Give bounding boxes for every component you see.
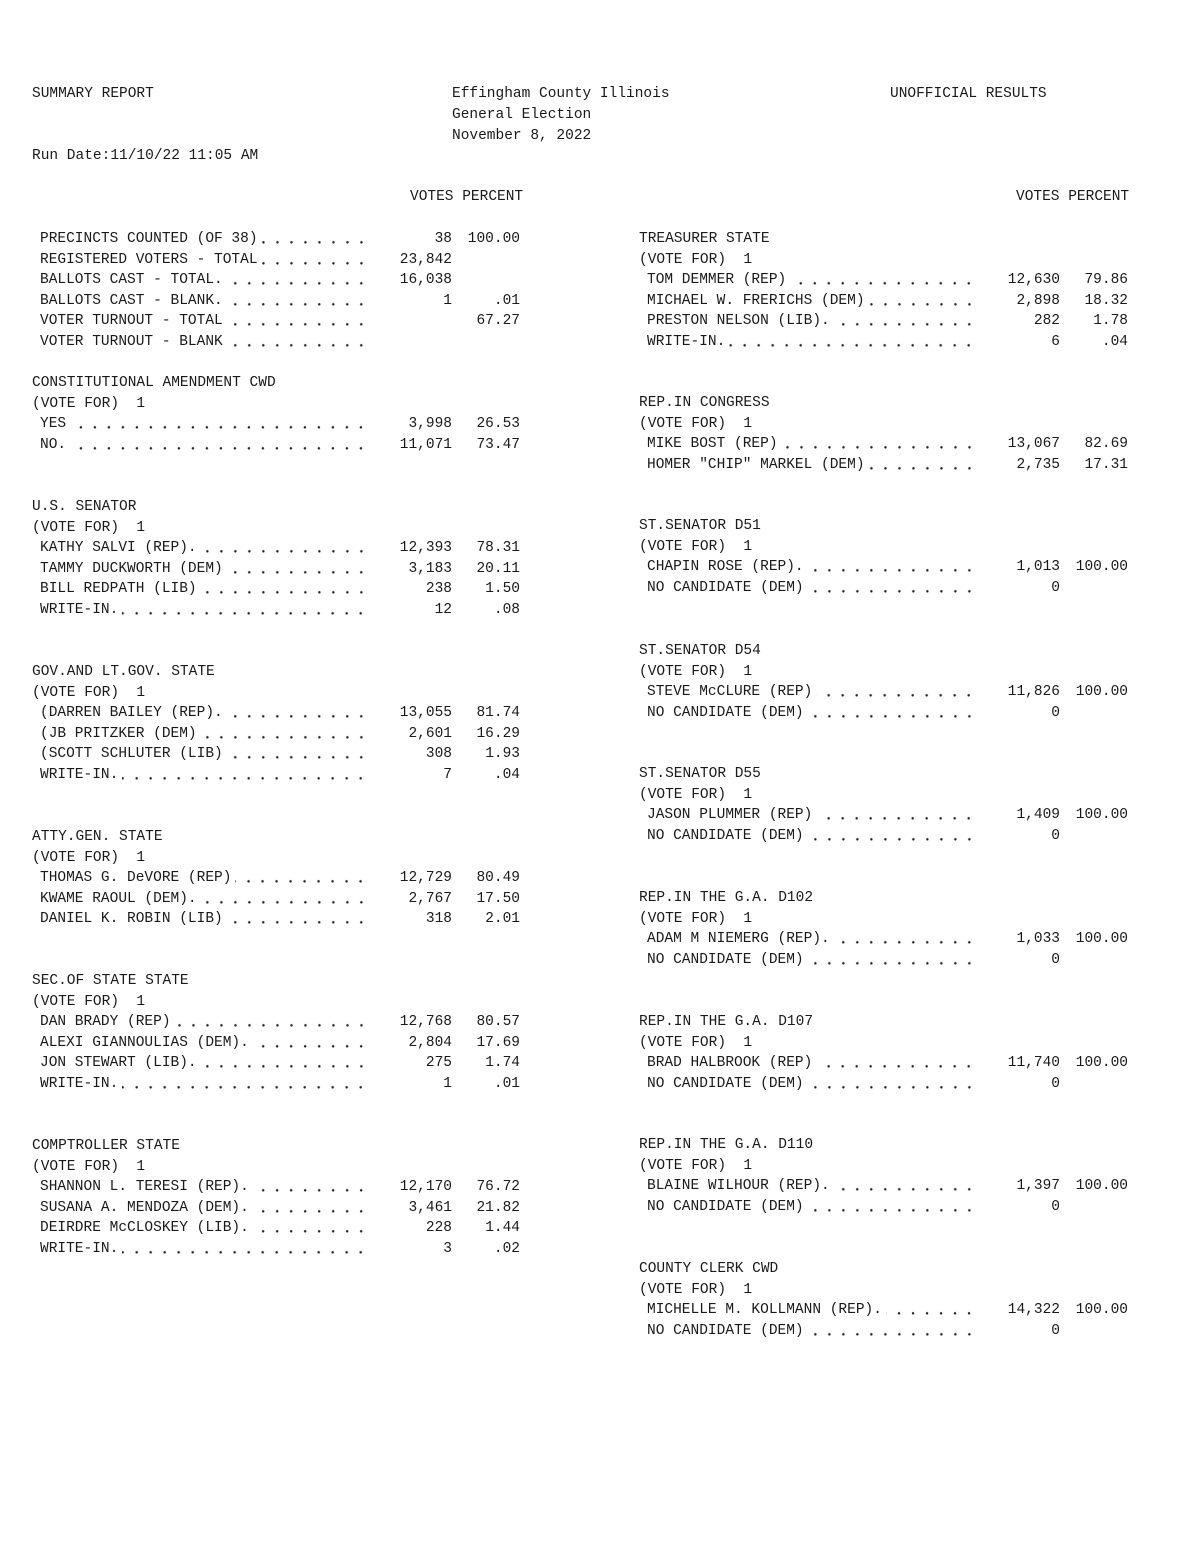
vote-count: 1 [443,292,452,309]
vote-count: 0 [1051,704,1060,721]
vote-percent: .04 [493,766,520,783]
dot-leader [227,311,368,332]
vote-percent: 100.00 [1075,684,1128,701]
race-section [639,888,1128,970]
result-row [647,1053,1128,1074]
vote-percent: 20.11 [476,560,520,577]
vote-count: 12,393 [399,540,452,557]
dot-leader [253,1198,368,1219]
race-title: U.S. SENATOR [32,499,137,515]
vote-percent: .01 [493,292,520,309]
dot-leader [253,1033,368,1054]
vote-percent: 100.00 [1075,807,1128,824]
result-row [647,1074,1128,1095]
vote-count: 282 [1033,313,1060,330]
vote-percent: 78.31 [476,540,520,557]
candidate-name: (SCOTT SCHLUTER (LIB) [40,746,223,763]
candidate-name: KATHY SALVI (REP). [40,540,197,557]
result-row [40,291,520,312]
race-title: ST.SENATOR D51 [639,518,761,534]
race-section [639,1259,1128,1341]
candidate-name: MICHELLE M. KOLLMANN (REP). [647,1302,882,1319]
candidate-name: ADAM M NIEMERG (REP). [647,931,830,948]
dot-leader [201,724,368,745]
result-row [40,600,520,621]
candidate-name: DAN BRADY (REP) [40,1014,171,1031]
result-row [40,1012,520,1033]
candidate-name: PRESTON NELSON (LIB). [647,313,830,330]
vote-for-label: (VOTE FOR) 1 [32,993,146,1010]
result-row [40,1198,520,1219]
vote-count: 14,322 [1007,1302,1060,1319]
column-headers-left: VOTES PERCENT [410,189,524,205]
candidate-name: NO CANDIDATE (DEM) [647,704,804,721]
vote-count: 2,601 [408,725,452,742]
candidate-name: WRITE-IN. [40,766,119,783]
vote-for-label: (VOTE FOR) 1 [639,538,753,555]
dot-leader [869,291,976,312]
candidate-name: JON STEWART (LIB). [40,1055,197,1072]
race-title: TREASURER STATE [639,231,770,247]
vote-count: 3,998 [408,416,452,433]
candidate-name: PRECINCTS COUNTED (OF 38) [40,231,258,247]
vote-count: 12 [434,601,452,618]
vote-count: 0 [1051,1198,1060,1215]
result-row [647,1197,1128,1218]
result-row [40,579,520,600]
candidate-name: HOMER "CHIP" MARKEL (DEM) [647,456,865,473]
race-title: COUNTY CLERK CWD [639,1261,779,1277]
report-type: SUMMARY REPORT [32,86,154,102]
vote-percent: 1.78 [1093,313,1128,330]
result-row [647,291,1128,312]
county-title: Effingham County Illinois [452,86,670,102]
race-section [32,662,520,786]
vote-percent: 21.82 [476,1199,520,1216]
race-section [639,1012,1128,1094]
vote-count: 16,038 [399,272,452,289]
race-title: ST.SENATOR D55 [639,766,761,782]
race-section [32,1136,520,1260]
candidate-name: (DARREN BAILEY (REP). [40,705,223,722]
candidate-name: NO CANDIDATE (DEM) [647,951,804,968]
candidate-name: NO. [40,436,67,453]
dot-leader [122,1074,368,1095]
result-row [40,724,520,745]
vote-percent: .01 [493,1075,520,1092]
candidate-name: REGISTERED VOTERS - TOTAL [40,251,258,268]
dot-leader [175,1012,368,1033]
result-row [40,311,520,332]
race-title: SEC.OF STATE STATE [32,973,189,989]
dot-leader [227,291,368,312]
dot-leader [227,332,368,353]
candidate-name: MIKE BOST (REP) [647,436,778,453]
vote-for-label: (VOTE FOR) 1 [32,519,146,536]
result-row [40,1053,520,1074]
dot-leader [201,889,368,910]
vote-count: 275 [425,1055,452,1072]
result-row [647,826,1128,847]
dot-leader [808,703,976,724]
dot-leader [808,1197,976,1218]
vote-for-label: (VOTE FOR) 1 [639,663,753,680]
result-row [40,765,520,786]
vote-count: 238 [425,581,452,598]
vote-count: 2,767 [408,890,452,907]
dot-leader [227,703,368,724]
race-section [32,229,520,353]
result-row [40,1177,520,1198]
race-section [639,516,1128,598]
result-row [40,1218,520,1239]
race-title: GOV.AND LT.GOV. STATE [32,664,215,680]
dot-leader [235,868,368,889]
result-row [40,868,520,889]
election-date: November 8, 2022 [452,128,592,144]
result-row [40,559,520,580]
race-section [639,764,1128,846]
candidate-name: TOM DEMMER (REP) [647,272,787,289]
vote-for-label: (VOTE FOR) 1 [639,1157,753,1174]
dot-leader [808,1321,976,1342]
vote-count: 7 [443,766,452,783]
candidate-name: DEIRDRE McCLOSKEY (LIB). [40,1220,249,1237]
vote-percent: 17.69 [476,1034,520,1051]
dot-leader [122,1239,368,1260]
result-row [647,578,1128,599]
vote-for-label: (VOTE FOR) 1 [32,395,146,412]
vote-count: 318 [425,911,452,928]
dot-leader [70,435,368,456]
vote-percent: 79.86 [1084,272,1128,289]
dot-leader [262,250,368,271]
vote-percent: .08 [493,601,520,618]
result-row [40,703,520,724]
dot-leader [122,600,368,621]
result-row [40,744,520,765]
dot-leader [808,950,976,971]
vote-count: 12,630 [1007,272,1060,289]
dot-leader [253,1218,368,1239]
candidate-name: WRITE-IN. [40,1240,119,1257]
vote-percent: 100.00 [1075,1302,1128,1319]
vote-percent: 1.74 [485,1055,520,1072]
result-row [647,455,1128,476]
candidate-name: CHAPIN ROSE (REP). [647,559,804,576]
candidate-name: SHANNON L. TERESI (REP). [40,1179,249,1196]
vote-percent: 1.93 [485,746,520,763]
vote-percent: 80.57 [476,1014,520,1031]
vote-count: 3 [443,1240,452,1257]
dot-leader [808,1074,976,1095]
vote-count: 2,804 [408,1034,452,1051]
result-row [647,311,1128,332]
candidate-name: MICHAEL W. FRERICHS (DEM) [647,292,865,309]
vote-for-label: (VOTE FOR) 1 [639,1281,753,1298]
candidate-name: BALLOTS CAST - TOTAL. [40,272,223,289]
vote-percent: 100.00 [467,231,520,247]
vote-for-label: (VOTE FOR) 1 [32,684,146,701]
vote-count: 308 [425,746,452,763]
vote-count: 6 [1051,333,1060,350]
vote-percent: 26.53 [476,416,520,433]
vote-count: 12,768 [399,1014,452,1031]
vote-for-label: (VOTE FOR) 1 [639,251,753,268]
vote-count: 13,055 [399,705,452,722]
vote-percent: 17.31 [1084,456,1128,473]
dot-leader [808,826,976,847]
vote-count: 11,740 [1007,1055,1060,1072]
race-section [32,971,520,1095]
vote-percent: 82.69 [1084,436,1128,453]
race-section [32,373,520,455]
race-title: REP.IN THE G.A. D102 [639,890,814,906]
vote-count: 0 [1051,951,1060,968]
vote-count: 3,461 [408,1199,452,1216]
race-section [639,1135,1128,1217]
vote-count: 0 [1051,1075,1060,1092]
vote-count: 0 [1051,827,1060,844]
vote-count: 0 [1051,1322,1060,1339]
race-title: CONSTITUTIONAL AMENDMENT CWD [32,375,276,391]
candidate-name: ALEXI GIANNOULIAS (DEM). [40,1034,249,1051]
vote-count: 12,170 [399,1179,452,1196]
candidate-name: KWAME RAOUL (DEM). [40,890,197,907]
dot-leader [201,579,368,600]
vote-count: 11,826 [1007,684,1060,701]
run-date: Run Date:11/10/22 11:05 AM [32,148,259,164]
dot-leader [834,311,976,332]
dot-leader [886,1300,976,1321]
vote-for-label: (VOTE FOR) 1 [639,1034,753,1051]
vote-count: 11,071 [399,436,452,453]
result-row [647,434,1128,455]
candidate-name: BILL REDPATH (LIB) [40,581,197,598]
dot-leader [122,765,368,786]
dot-leader [834,929,976,950]
vote-percent: 1.44 [485,1220,520,1237]
result-row [40,332,520,353]
vote-percent: 16.29 [476,725,520,742]
vote-count: 38 [434,231,452,247]
vote-percent: 100.00 [1075,559,1128,576]
race-title: COMPTROLLER STATE [32,1138,180,1154]
dot-leader [227,909,368,930]
vote-percent: 1.50 [485,581,520,598]
vote-count: 2,735 [1016,456,1060,473]
race-title: ST.SENATOR D54 [639,643,761,659]
race-title: REP.IN CONGRESS [639,395,770,411]
candidate-name: NO CANDIDATE (DEM) [647,579,804,596]
candidate-name: YES [40,416,67,433]
result-row [647,557,1128,578]
result-row [40,229,520,250]
race-section [32,827,520,930]
dot-leader [262,229,368,250]
dot-leader [834,1176,976,1197]
result-row [647,1176,1128,1197]
result-row [40,889,520,910]
vote-count: 1,397 [1016,1178,1060,1195]
result-row [647,950,1128,971]
vote-percent: 2.01 [485,911,520,928]
vote-percent: 80.49 [476,870,520,887]
result-row [647,1300,1128,1321]
result-row [40,435,520,456]
result-row [40,1239,520,1260]
candidate-name: NO CANDIDATE (DEM) [647,1322,804,1339]
dot-leader [227,744,368,765]
column-headers-right: VOTES PERCENT [1016,189,1130,205]
result-row [40,909,520,930]
candidate-name: BALLOTS CAST - BLANK. [40,292,223,309]
result-row [647,805,1128,826]
race-title: REP.IN THE G.A. D110 [639,1137,814,1153]
vote-percent: 67.27 [476,313,520,330]
vote-count: 1 [443,1075,452,1092]
result-row [40,1033,520,1054]
candidate-name: NO CANDIDATE (DEM) [647,1075,804,1092]
candidate-name: JASON PLUMMER (REP) [647,807,813,824]
vote-percent: 100.00 [1075,931,1128,948]
vote-for-label: (VOTE FOR) 1 [639,910,753,927]
race-section [639,229,1128,353]
vote-count: 2,898 [1016,292,1060,309]
candidate-name: STEVE McCLURE (REP) [647,684,813,701]
vote-for-label: (VOTE FOR) 1 [32,1158,146,1175]
election-title: General Election [452,107,592,123]
candidate-name: WRITE-IN. [647,333,726,350]
candidate-name: SUSANA A. MENDOZA (DEM). [40,1199,249,1216]
vote-percent: 18.32 [1084,292,1128,309]
candidate-name: (JB PRITZKER (DEM) [40,725,197,742]
dot-leader [227,270,368,291]
result-row [647,1321,1128,1342]
race-title: REP.IN THE G.A. D107 [639,1014,814,1030]
result-row [40,270,520,291]
candidate-name: DANIEL K. ROBIN (LIB) [40,911,223,928]
dot-leader [869,455,976,476]
candidate-name: TAMMY DUCKWORTH (DEM) [40,560,223,577]
result-row [647,703,1128,724]
vote-percent: 100.00 [1075,1055,1128,1072]
dot-leader [808,557,976,578]
candidate-name: WRITE-IN. [40,601,119,618]
dot-leader [816,805,976,826]
dot-leader [808,578,976,599]
race-section [32,497,520,621]
vote-count: 3,183 [408,560,452,577]
result-row [40,414,520,435]
results-status: UNOFFICIAL RESULTS [890,86,1047,102]
vote-count: 1,033 [1016,931,1060,948]
result-row [647,682,1128,703]
dot-leader [253,1177,368,1198]
vote-count: 12,729 [399,870,452,887]
vote-count: 23,842 [399,251,452,268]
dot-leader [790,270,976,291]
vote-percent: 100.00 [1075,1178,1128,1195]
result-row [40,250,520,271]
dot-leader [816,1053,976,1074]
race-section [639,641,1128,723]
vote-percent: 81.74 [476,705,520,722]
vote-percent: 73.47 [476,436,520,453]
vote-percent: 76.72 [476,1179,520,1196]
dot-leader [816,682,976,703]
vote-for-label: (VOTE FOR) 1 [639,415,753,432]
result-row [647,332,1128,353]
candidate-name: WRITE-IN. [40,1075,119,1092]
candidate-name: VOTER TURNOUT - TOTAL [40,313,223,330]
candidate-name: BRAD HALBROOK (REP) [647,1055,813,1072]
candidate-name: NO CANDIDATE (DEM) [647,1198,804,1215]
dot-leader [201,538,368,559]
candidate-name: THOMAS G. DeVORE (REP) [40,870,232,887]
vote-for-label: (VOTE FOR) 1 [32,849,146,866]
vote-percent: .02 [493,1240,520,1257]
result-row [647,929,1128,950]
vote-percent: 17.50 [476,890,520,907]
dot-leader [70,414,368,435]
dot-leader [227,559,368,580]
dot-leader [201,1053,368,1074]
result-row [40,1074,520,1095]
result-row [40,538,520,559]
dot-leader [782,434,976,455]
vote-count: 13,067 [1007,436,1060,453]
candidate-name: VOTER TURNOUT - BLANK [40,333,223,350]
race-title: ATTY.GEN. STATE [32,829,163,845]
vote-count: 0 [1051,579,1060,596]
result-row [647,270,1128,291]
vote-count: 228 [425,1220,452,1237]
candidate-name: NO CANDIDATE (DEM) [647,827,804,844]
vote-percent: .04 [1101,333,1128,350]
dot-leader [729,332,976,353]
vote-for-label: (VOTE FOR) 1 [639,786,753,803]
race-section [639,393,1128,475]
vote-count: 1,013 [1016,559,1060,576]
vote-count: 1,409 [1016,807,1060,824]
candidate-name: BLAINE WILHOUR (REP). [647,1178,830,1195]
